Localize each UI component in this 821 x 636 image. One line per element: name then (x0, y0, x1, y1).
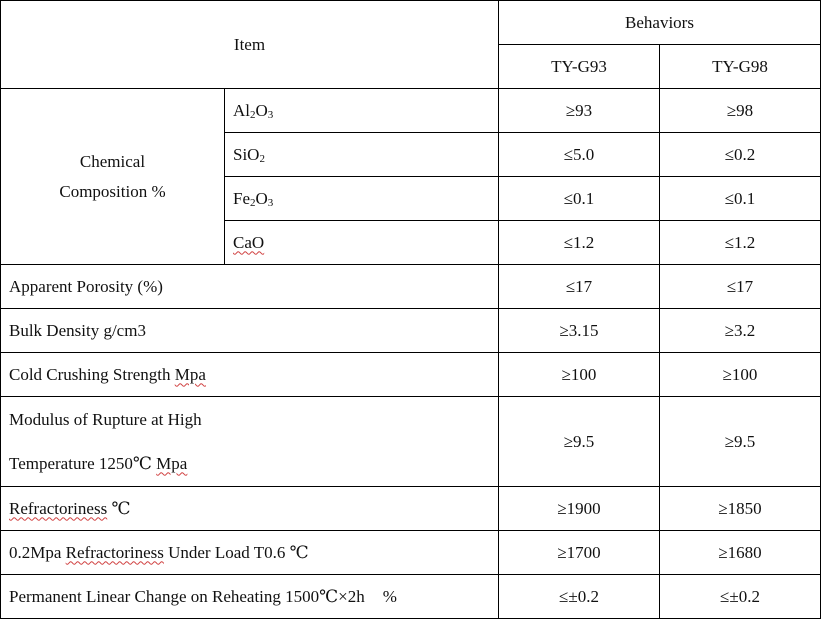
chem-name-cao (225, 221, 499, 265)
header-row (1, 1, 821, 45)
prop-density-b: ≥3.2 (660, 309, 821, 353)
text-part: 0.2Mpa (9, 542, 66, 562)
rupture-line2 (9, 442, 490, 486)
prop-row-density (1, 309, 821, 353)
prop-row-crushing (1, 353, 821, 397)
text-part-underlined: Refractoriness (9, 498, 108, 518)
chem-sio2-b: ≤0.2 (660, 133, 821, 177)
text-part: Cold Crushing Strength (9, 364, 175, 384)
prop-row-plc (1, 575, 821, 619)
formula-sub: 3 (267, 108, 274, 121)
header-grade-b: TY-G98 (660, 45, 821, 89)
text-part-underlined: Mpa (174, 364, 206, 384)
prop-name-crushing (1, 353, 499, 397)
chem-row-al2o3 (1, 89, 821, 133)
prop-name-rul (1, 531, 499, 575)
formula-sub: 2 (259, 152, 265, 165)
prop-plc-b: ≤±0.2 (660, 575, 821, 619)
prop-row-refractoriness (1, 487, 821, 531)
prop-rupture-a: ≥9.5 (499, 397, 660, 487)
formula-sub: 2 (250, 196, 256, 209)
formula-part: O (255, 100, 268, 120)
header-grade-a: TY-G93 (499, 45, 660, 89)
formula-part: SiO (233, 144, 260, 164)
chem-fe2o3-a: ≤0.1 (499, 177, 660, 221)
prop-row-rul (1, 531, 821, 575)
formula-part: Fe (233, 188, 250, 208)
chem-name-sio2 (225, 133, 499, 177)
text-part-underlined: Refractoriness (65, 542, 164, 562)
chemical-label-line1: Chemical (79, 151, 146, 171)
chemical-label-line2: Composition % (59, 181, 166, 201)
rupture-line1: Modulus of Rupture at High (9, 409, 202, 429)
text-part: Permanent Linear Change on Reheating 1500℃×2h (9, 586, 365, 606)
formula-part: Al (233, 100, 250, 120)
prop-refractoriness-a: ≥1900 (499, 487, 660, 531)
formula-sub: 3 (267, 196, 274, 209)
text-part-underlined: Mpa (156, 453, 188, 473)
prop-name-rupture (1, 397, 499, 487)
header-behaviors: Behaviors (499, 1, 821, 45)
chem-cao-a: ≤1.2 (499, 221, 660, 265)
unit-label: % (382, 586, 397, 606)
chem-name-fe2o3 (225, 177, 499, 221)
chem-name-al2o3 (225, 89, 499, 133)
prop-name-density: Bulk Density g/cm3 (1, 309, 499, 353)
cao-label: CaO (233, 232, 265, 252)
formula-part: O (255, 188, 268, 208)
header-item: Item (1, 1, 499, 89)
prop-rul-b: ≥1680 (660, 531, 821, 575)
prop-name-porosity: Apparent Porosity (%) (1, 265, 499, 309)
prop-rul-a: ≥1700 (499, 531, 660, 575)
formula-sub: 2 (250, 108, 256, 121)
prop-porosity-a: ≤17 (499, 265, 660, 309)
chem-al2o3-b: ≥98 (660, 89, 821, 133)
text-part: Under Load T0.6 ℃ (163, 542, 309, 562)
chem-sio2-a: ≤5.0 (499, 133, 660, 177)
prop-porosity-b: ≤17 (660, 265, 821, 309)
prop-crushing-b: ≥100 (660, 353, 821, 397)
chem-cao-b: ≤1.2 (660, 221, 821, 265)
chem-al2o3-a: ≥93 (499, 89, 660, 133)
prop-row-porosity (1, 265, 821, 309)
prop-name-plc (1, 575, 499, 619)
prop-refractoriness-b: ≥1850 (660, 487, 821, 531)
chem-fe2o3-b: ≤0.1 (660, 177, 821, 221)
prop-name-refractoriness (1, 487, 499, 531)
prop-plc-a: ≤±0.2 (499, 575, 660, 619)
prop-rupture-b: ≥9.5 (660, 397, 821, 487)
prop-density-a: ≥3.15 (499, 309, 660, 353)
text-part: Temperature 1250℃ (9, 453, 157, 473)
chemical-composition-label (1, 89, 225, 265)
prop-crushing-a: ≥100 (499, 353, 660, 397)
text-part: ℃ (107, 498, 131, 518)
prop-row-rupture (1, 397, 821, 487)
